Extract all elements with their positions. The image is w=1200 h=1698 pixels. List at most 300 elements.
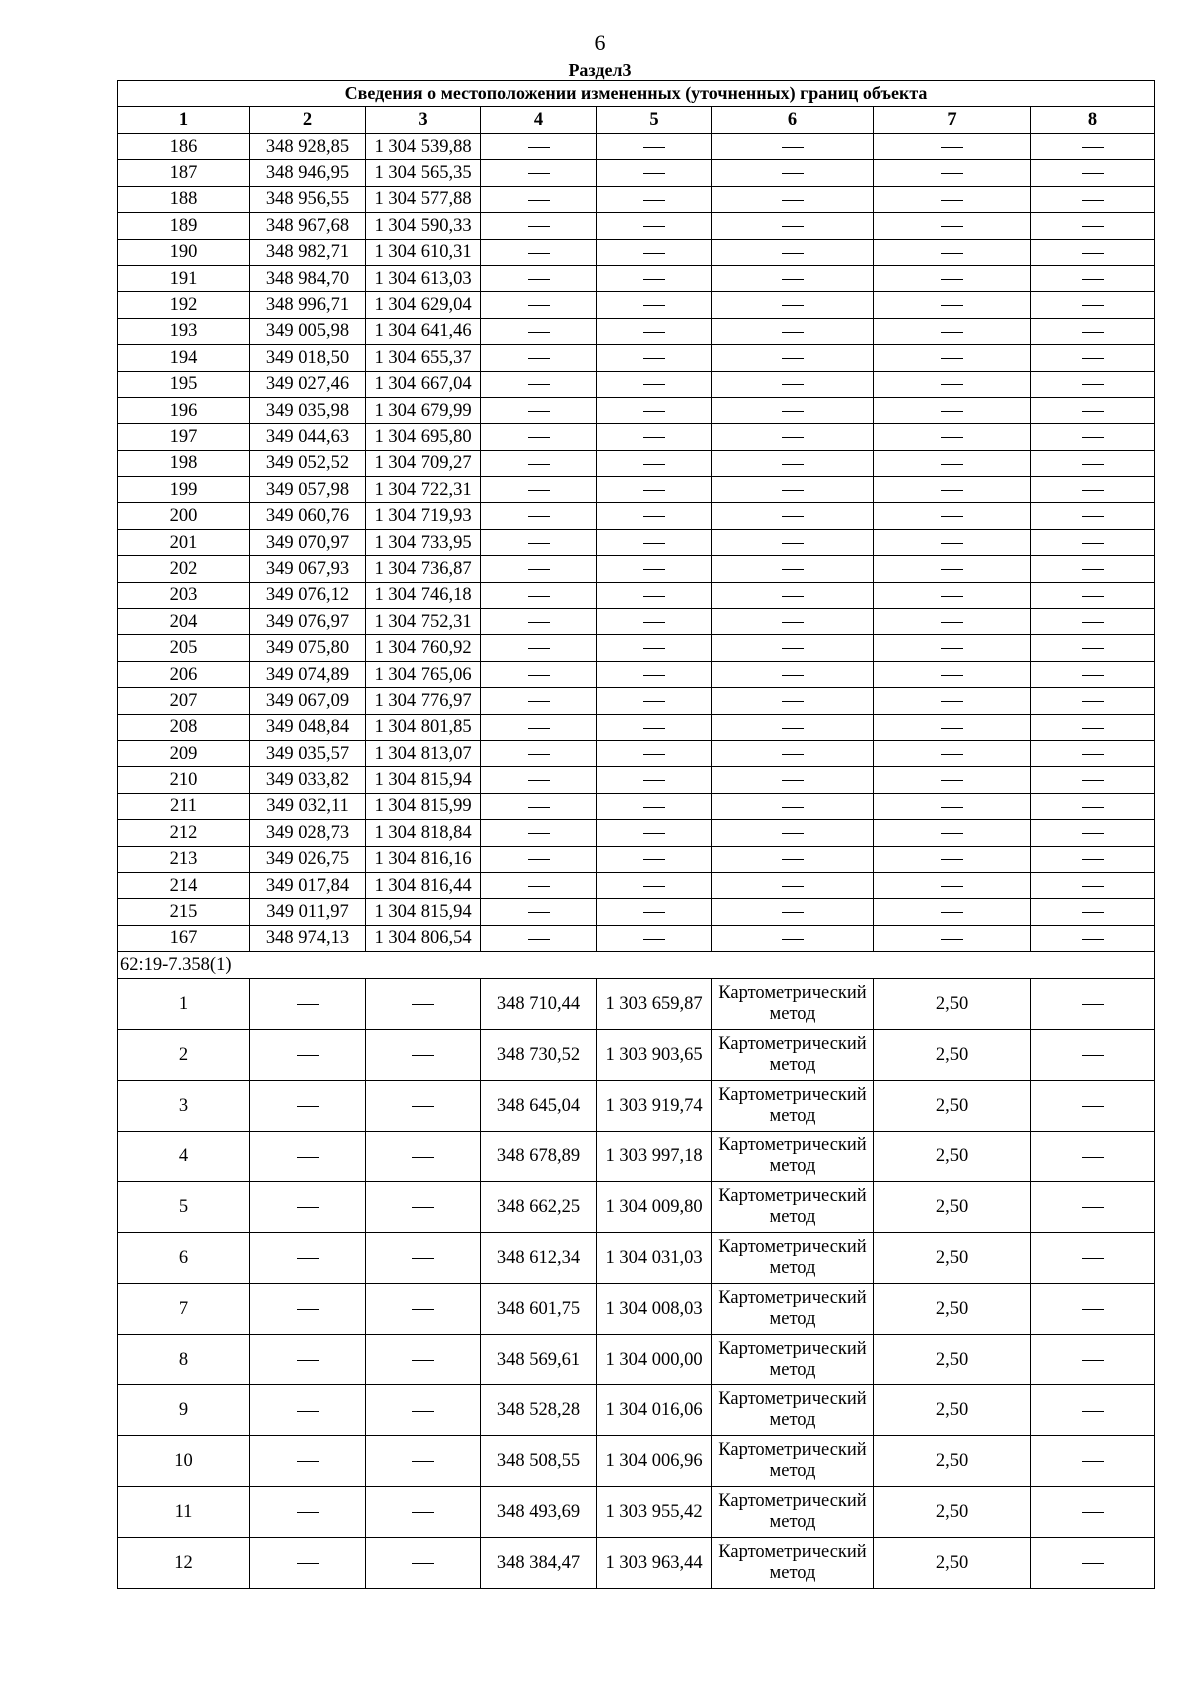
dash-mark — [941, 701, 963, 702]
dash-mark — [528, 253, 550, 254]
dash-mark — [782, 859, 804, 860]
dash-mark — [1082, 490, 1104, 491]
dash-mark — [528, 754, 550, 755]
method: Картометрический метод — [712, 1487, 874, 1538]
x-coordinate: 349 033,82 — [250, 767, 366, 793]
empty-cell — [712, 740, 874, 766]
dash-mark — [782, 173, 804, 174]
dash-mark — [1082, 305, 1104, 306]
dash-mark — [1082, 516, 1104, 517]
dash-mark — [643, 859, 665, 860]
accuracy: 2,50 — [874, 1233, 1031, 1284]
new-x-coordinate: 348 710,44 — [481, 979, 597, 1030]
table-row — [118, 424, 1155, 450]
dash-mark — [643, 939, 665, 940]
empty-cell — [481, 872, 597, 898]
point-number: 195 — [118, 371, 250, 397]
empty-cell — [874, 477, 1031, 503]
empty-cell — [712, 503, 874, 529]
x-coordinate: 349 005,98 — [250, 318, 366, 344]
dash-mark — [412, 1207, 434, 1208]
dash-mark — [941, 728, 963, 729]
empty-cell — [1031, 477, 1155, 503]
dash-mark — [412, 1004, 434, 1005]
y-coordinate: 1 304 629,04 — [366, 292, 481, 318]
empty-cell — [481, 582, 597, 608]
table-row — [118, 899, 1155, 925]
table-row — [118, 345, 1155, 371]
dash-mark — [1082, 859, 1104, 860]
new-x-coordinate: 348 612,34 — [481, 1233, 597, 1284]
x-coordinate: 349 075,80 — [250, 635, 366, 661]
empty-cell — [1031, 1334, 1155, 1385]
empty-cell — [597, 582, 712, 608]
empty-cell — [874, 292, 1031, 318]
new-y-coordinate: 1 303 903,65 — [597, 1029, 712, 1080]
table-row — [118, 1537, 1155, 1588]
empty-cell — [1031, 292, 1155, 318]
table-row — [118, 450, 1155, 476]
accuracy: 2,50 — [874, 1487, 1031, 1538]
method: Картометрический метод — [712, 1131, 874, 1182]
point-number: 213 — [118, 846, 250, 872]
dash-mark — [1082, 1512, 1104, 1513]
dash-mark — [528, 226, 550, 227]
dash-mark — [1082, 1106, 1104, 1107]
empty-cell — [597, 265, 712, 291]
empty-cell — [597, 872, 712, 898]
empty-cell — [481, 397, 597, 423]
dash-mark — [1082, 807, 1104, 808]
y-coordinate: 1 304 813,07 — [366, 740, 481, 766]
empty-cell — [481, 450, 597, 476]
empty-cell — [1031, 872, 1155, 898]
empty-cell — [481, 793, 597, 819]
dash-mark — [643, 754, 665, 755]
dash-mark — [528, 728, 550, 729]
dash-mark — [528, 886, 550, 887]
x-coordinate: 349 011,97 — [250, 899, 366, 925]
table-row — [118, 688, 1155, 714]
empty-cell — [597, 345, 712, 371]
point-number: 207 — [118, 688, 250, 714]
new-x-coordinate: 348 601,75 — [481, 1283, 597, 1334]
dash-mark — [782, 622, 804, 623]
dash-mark — [528, 173, 550, 174]
point-number: 201 — [118, 529, 250, 555]
dash-mark — [941, 754, 963, 755]
table-row — [118, 979, 1155, 1030]
point-number: 205 — [118, 635, 250, 661]
empty-cell — [597, 609, 712, 635]
dash-mark — [528, 701, 550, 702]
y-coordinate: 1 304 709,27 — [366, 450, 481, 476]
table-row — [118, 134, 1155, 160]
empty-cell — [712, 899, 874, 925]
dash-mark — [1082, 147, 1104, 148]
dash-mark — [782, 648, 804, 649]
new-x-coordinate: 348 678,89 — [481, 1131, 597, 1182]
empty-cell — [250, 1080, 366, 1131]
dash-mark — [1082, 279, 1104, 280]
dash-mark — [941, 279, 963, 280]
empty-cell — [1031, 186, 1155, 212]
method: Картометрический метод — [712, 1233, 874, 1284]
empty-cell — [597, 925, 712, 951]
column-number: 1 — [118, 107, 250, 134]
dash-mark — [297, 1411, 319, 1412]
dash-mark — [643, 253, 665, 254]
dash-mark — [1082, 886, 1104, 887]
empty-cell — [874, 450, 1031, 476]
empty-cell — [712, 371, 874, 397]
empty-cell — [481, 609, 597, 635]
table-row — [118, 740, 1155, 766]
method: Картометрический метод — [712, 1537, 874, 1588]
empty-cell — [481, 820, 597, 846]
dash-mark — [297, 1512, 319, 1513]
empty-cell — [481, 134, 597, 160]
empty-cell — [250, 1537, 366, 1588]
dash-mark — [941, 490, 963, 491]
empty-cell — [597, 529, 712, 555]
empty-cell — [874, 872, 1031, 898]
empty-cell — [1031, 371, 1155, 397]
dash-mark — [528, 833, 550, 834]
dash-mark — [1082, 332, 1104, 333]
dash-mark — [941, 200, 963, 201]
empty-cell — [366, 1385, 481, 1436]
dash-mark — [1082, 411, 1104, 412]
dash-mark — [643, 411, 665, 412]
dash-mark — [528, 859, 550, 860]
dash-mark — [941, 939, 963, 940]
empty-cell — [597, 714, 712, 740]
point-number: 7 — [118, 1283, 250, 1334]
dash-mark — [643, 147, 665, 148]
column-number: 6 — [712, 107, 874, 134]
dash-mark — [782, 596, 804, 597]
dash-mark — [297, 1360, 319, 1361]
empty-cell — [712, 529, 874, 555]
point-number: 12 — [118, 1537, 250, 1588]
empty-cell — [597, 767, 712, 793]
dash-mark — [528, 622, 550, 623]
empty-cell — [597, 635, 712, 661]
section-title: Раздел3 — [568, 60, 632, 80]
new-y-coordinate: 1 303 997,18 — [597, 1131, 712, 1182]
y-coordinate: 1 304 760,92 — [366, 635, 481, 661]
empty-cell — [874, 635, 1031, 661]
table-row — [118, 609, 1155, 635]
method: Картометрический метод — [712, 1080, 874, 1131]
empty-cell — [1031, 899, 1155, 925]
dash-mark — [1082, 1157, 1104, 1158]
accuracy: 2,50 — [874, 1537, 1031, 1588]
dash-mark — [941, 886, 963, 887]
empty-cell — [712, 345, 874, 371]
empty-cell — [874, 899, 1031, 925]
new-y-coordinate: 1 303 659,87 — [597, 979, 712, 1030]
table-row — [118, 872, 1155, 898]
table-row — [118, 213, 1155, 239]
empty-cell — [250, 1334, 366, 1385]
dash-mark — [643, 384, 665, 385]
empty-cell — [874, 186, 1031, 212]
table-row — [118, 1182, 1155, 1233]
table-row — [118, 1029, 1155, 1080]
empty-cell — [1031, 1182, 1155, 1233]
x-coordinate: 349 067,09 — [250, 688, 366, 714]
y-coordinate: 1 304 815,94 — [366, 767, 481, 793]
point-number: 193 — [118, 318, 250, 344]
y-coordinate: 1 304 722,31 — [366, 477, 481, 503]
empty-cell — [874, 239, 1031, 265]
y-coordinate: 1 304 815,99 — [366, 793, 481, 819]
empty-cell — [481, 477, 597, 503]
dash-mark — [528, 464, 550, 465]
dash-mark — [528, 912, 550, 913]
dash-mark — [528, 411, 550, 412]
dash-mark — [782, 279, 804, 280]
empty-cell — [1031, 820, 1155, 846]
empty-cell — [366, 1182, 481, 1233]
table-row — [118, 846, 1155, 872]
dash-mark — [941, 384, 963, 385]
y-coordinate: 1 304 667,04 — [366, 371, 481, 397]
dash-mark — [297, 1309, 319, 1310]
dash-mark — [643, 332, 665, 333]
empty-cell — [874, 318, 1031, 344]
empty-cell — [250, 1029, 366, 1080]
x-coordinate: 349 032,11 — [250, 793, 366, 819]
empty-cell — [597, 846, 712, 872]
empty-cell — [1031, 767, 1155, 793]
dash-mark — [1082, 701, 1104, 702]
dash-mark — [941, 780, 963, 781]
dash-mark — [643, 516, 665, 517]
accuracy: 2,50 — [874, 1436, 1031, 1487]
table-row — [118, 371, 1155, 397]
empty-cell — [597, 820, 712, 846]
dash-mark — [643, 437, 665, 438]
empty-cell — [1031, 793, 1155, 819]
x-coordinate: 349 076,97 — [250, 609, 366, 635]
empty-cell — [712, 925, 874, 951]
dash-mark — [782, 728, 804, 729]
y-coordinate: 1 304 590,33 — [366, 213, 481, 239]
empty-cell — [1031, 925, 1155, 951]
column-number: 5 — [597, 107, 712, 134]
x-coordinate: 349 052,52 — [250, 450, 366, 476]
dash-mark — [297, 1157, 319, 1158]
empty-cell — [874, 529, 1031, 555]
empty-cell — [874, 424, 1031, 450]
dash-mark — [528, 596, 550, 597]
empty-cell — [1031, 1436, 1155, 1487]
dash-mark — [1082, 728, 1104, 729]
point-number: 10 — [118, 1436, 250, 1487]
dash-mark — [528, 437, 550, 438]
dash-mark — [782, 569, 804, 570]
dash-mark — [643, 200, 665, 201]
empty-cell — [1031, 635, 1155, 661]
dash-mark — [412, 1563, 434, 1564]
dash-mark — [941, 358, 963, 359]
empty-cell — [1031, 318, 1155, 344]
dash-mark — [782, 332, 804, 333]
dash-mark — [528, 780, 550, 781]
dash-mark — [941, 147, 963, 148]
empty-cell — [481, 503, 597, 529]
empty-cell — [366, 1131, 481, 1182]
empty-cell — [874, 503, 1031, 529]
y-coordinate: 1 304 610,31 — [366, 239, 481, 265]
empty-cell — [1031, 1131, 1155, 1182]
empty-cell — [1031, 1233, 1155, 1284]
y-coordinate: 1 304 719,93 — [366, 503, 481, 529]
dash-mark — [782, 384, 804, 385]
point-number: 204 — [118, 609, 250, 635]
point-number: 198 — [118, 450, 250, 476]
dash-mark — [412, 1106, 434, 1107]
dash-mark — [1082, 358, 1104, 359]
column-number-row — [118, 107, 1155, 134]
empty-cell — [1031, 239, 1155, 265]
dash-mark — [1082, 384, 1104, 385]
point-number: 4 — [118, 1131, 250, 1182]
dash-mark — [297, 1461, 319, 1462]
empty-cell — [250, 1233, 366, 1284]
new-x-coordinate: 348 528,28 — [481, 1385, 597, 1436]
dash-mark — [528, 675, 550, 676]
empty-cell — [874, 820, 1031, 846]
table-row — [118, 1334, 1155, 1385]
empty-cell — [250, 1131, 366, 1182]
method: Картометрический метод — [712, 1283, 874, 1334]
dash-mark — [1082, 1411, 1104, 1412]
point-number: 187 — [118, 160, 250, 186]
dash-mark — [643, 807, 665, 808]
table-row — [118, 503, 1155, 529]
empty-cell — [597, 160, 712, 186]
dash-mark — [1082, 1055, 1104, 1056]
accuracy: 2,50 — [874, 1182, 1031, 1233]
dash-mark — [1082, 1258, 1104, 1259]
empty-cell — [874, 134, 1031, 160]
dash-mark — [528, 384, 550, 385]
table-row — [118, 1233, 1155, 1284]
table-row — [118, 318, 1155, 344]
dash-mark — [941, 253, 963, 254]
new-x-coordinate: 348 645,04 — [481, 1080, 597, 1131]
table-row — [118, 292, 1155, 318]
dash-mark — [941, 622, 963, 623]
dash-mark — [643, 464, 665, 465]
x-coordinate: 348 967,68 — [250, 213, 366, 239]
empty-cell — [712, 477, 874, 503]
dash-mark — [528, 807, 550, 808]
table-row — [118, 265, 1155, 291]
accuracy: 2,50 — [874, 1283, 1031, 1334]
dash-mark — [297, 1055, 319, 1056]
dash-mark — [941, 833, 963, 834]
table-row — [118, 1131, 1155, 1182]
empty-cell — [597, 186, 712, 212]
new-y-coordinate: 1 303 919,74 — [597, 1080, 712, 1131]
empty-cell — [874, 556, 1031, 582]
point-number: 210 — [118, 767, 250, 793]
dash-mark — [941, 807, 963, 808]
empty-cell — [597, 477, 712, 503]
x-coordinate: 348 982,71 — [250, 239, 366, 265]
empty-cell — [481, 318, 597, 344]
x-coordinate: 349 074,89 — [250, 661, 366, 687]
empty-cell — [712, 265, 874, 291]
dash-mark — [941, 173, 963, 174]
x-coordinate: 348 996,71 — [250, 292, 366, 318]
method: Картометрический метод — [712, 1029, 874, 1080]
empty-cell — [250, 1487, 366, 1538]
dash-mark — [782, 200, 804, 201]
dash-mark — [1082, 543, 1104, 544]
empty-cell — [366, 1283, 481, 1334]
dash-mark — [1082, 200, 1104, 201]
point-number: 167 — [118, 925, 250, 951]
empty-cell — [481, 688, 597, 714]
dash-mark — [1082, 833, 1104, 834]
empty-cell — [1031, 134, 1155, 160]
accuracy: 2,50 — [874, 1385, 1031, 1436]
column-number: 4 — [481, 107, 597, 134]
x-coordinate: 348 974,13 — [250, 925, 366, 951]
dash-mark — [1082, 173, 1104, 174]
method: Картометрический метод — [712, 979, 874, 1030]
dash-mark — [643, 886, 665, 887]
method: Картометрический метод — [712, 1334, 874, 1385]
empty-cell — [1031, 740, 1155, 766]
point-number: 2 — [118, 1029, 250, 1080]
dash-mark — [643, 780, 665, 781]
y-coordinate: 1 304 613,03 — [366, 265, 481, 291]
dash-mark — [643, 490, 665, 491]
point-number: 189 — [118, 213, 250, 239]
empty-cell — [1031, 714, 1155, 740]
y-coordinate: 1 304 641,46 — [366, 318, 481, 344]
dash-mark — [297, 1207, 319, 1208]
point-number: 3 — [118, 1080, 250, 1131]
dash-mark — [412, 1461, 434, 1462]
new-y-coordinate: 1 303 963,44 — [597, 1537, 712, 1588]
y-coordinate: 1 304 815,94 — [366, 899, 481, 925]
empty-cell — [366, 1537, 481, 1588]
empty-cell — [597, 292, 712, 318]
dash-mark — [782, 939, 804, 940]
group-label: 62:19-7.358(1) — [118, 952, 1155, 979]
x-coordinate: 348 946,95 — [250, 160, 366, 186]
empty-cell — [1031, 1029, 1155, 1080]
empty-cell — [712, 556, 874, 582]
empty-cell — [250, 1182, 366, 1233]
empty-cell — [874, 213, 1031, 239]
dash-mark — [528, 200, 550, 201]
dash-mark — [782, 358, 804, 359]
dash-mark — [643, 622, 665, 623]
empty-cell — [1031, 688, 1155, 714]
y-coordinate: 1 304 816,16 — [366, 846, 481, 872]
dash-mark — [1082, 780, 1104, 781]
point-number: 206 — [118, 661, 250, 687]
